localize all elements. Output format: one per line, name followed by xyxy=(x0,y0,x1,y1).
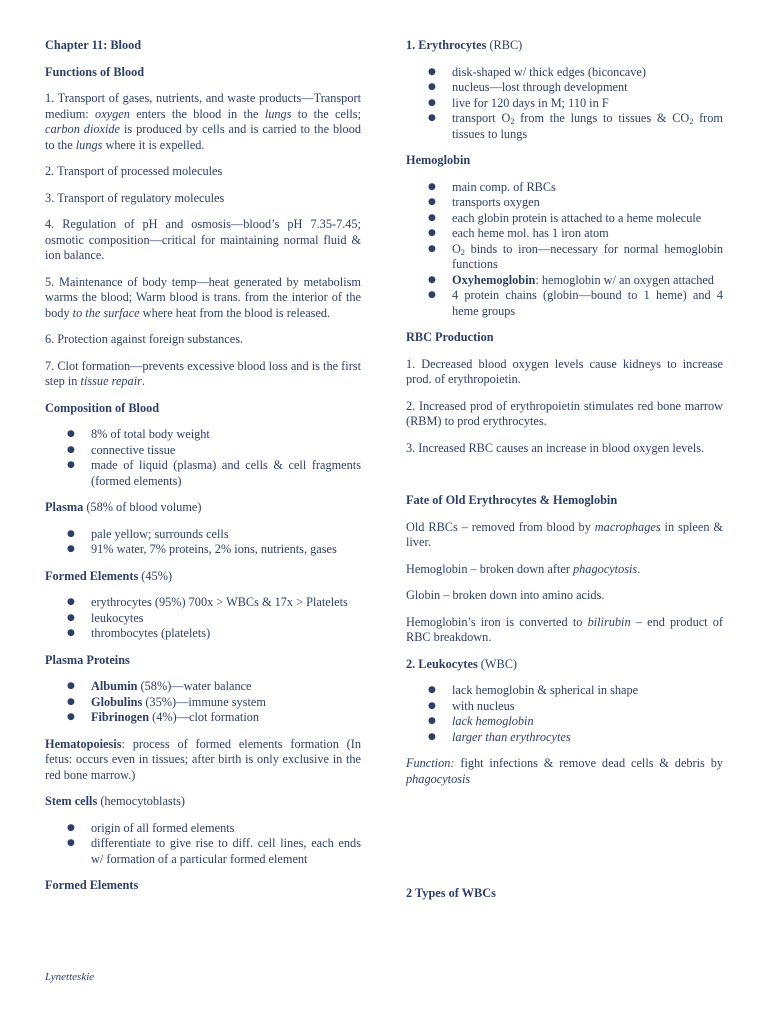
list-item: ● each globin protein is attached to a heme molecule xyxy=(406,211,723,227)
function-paragraph-7: 7. Clot formation—prevents excessive blood loss and is the first step in tissue repair. xyxy=(45,358,361,388)
hematopoiesis-paragraph: Hematopoiesis: process of formed elements formation (In fetus: occurs even in tissues; after birth is only exclusive in the red bone marrow.) xyxy=(45,736,361,782)
plasma-proteins-heading: Plasma Proteins xyxy=(45,652,130,667)
list-item: ● pale yellow; surrounds cells xyxy=(45,527,361,543)
list-item: ● with nucleus xyxy=(406,699,723,715)
list-item: ● erythrocytes (95%) 700x > WBCs & 17x > Platelets xyxy=(45,595,361,611)
list-item: ● connective tissue xyxy=(45,443,361,459)
formed-elements-heading: Formed Elements (45%) xyxy=(45,568,173,583)
list-item: ● live for 120 days in M; 110 in F xyxy=(406,96,723,112)
chapter-title: Chapter 11: Blood xyxy=(45,38,142,52)
list-item: ● each heme mol. has 1 iron atom xyxy=(406,226,723,242)
leukocytes-function: Function: fight infections & remove dead cells & debris by phagocytosis xyxy=(406,756,723,786)
fate-paragraph-3: Globin – broken down into amino acids. xyxy=(406,588,605,602)
spacer xyxy=(406,798,723,886)
plasma-heading: Plasma (58% of blood volume) xyxy=(45,500,202,514)
formed-elements-heading-2: Formed Elements xyxy=(45,878,139,892)
function-paragraph-2: 2. Transport of processed molecules xyxy=(45,164,223,178)
list-item: ● 8% of total body weight xyxy=(45,427,361,443)
fate-paragraph-1: Old RBCs – removed from blood by macrophages in spleen & liver. xyxy=(406,519,723,549)
list-item: ● transports oxygen xyxy=(406,195,723,211)
function-paragraph-1: 1. Transport of gases, nutrients, and waste products—Transport medium: oxygen enters the blood in the lungs to the cells; carbon dioxide is produced by cells and is carried to the blood to the lungs where it is expelled. xyxy=(45,91,362,152)
composition-heading: Composition of Blood xyxy=(45,400,160,415)
list-item: ● leukocytes xyxy=(45,611,361,627)
wbc-types-heading: 2 Types of WBCs xyxy=(406,886,496,900)
list-item: ● main comp. of RBCs xyxy=(406,180,723,196)
list-item: ● differentiate to give rise to diff. cell lines, each ends w/ formation of a particular formed element xyxy=(45,836,361,867)
stem-cells-list xyxy=(45,821,361,868)
rbc-production-heading: RBC Production xyxy=(406,330,494,344)
list-item: ● disk-shaped w/ thick edges (biconcave) xyxy=(406,65,723,81)
fate-heading: Fate of Old Erythrocytes & Hemoglobin xyxy=(406,493,618,507)
list-item: ● origin of all formed elements xyxy=(45,821,361,837)
list-item: ● made of liquid (plasma) and cells & cell fragments (formed elements) xyxy=(45,458,361,489)
function-paragraph-3: 3. Transport of regulatory molecules xyxy=(45,190,225,205)
function-paragraph-5: 5. Maintenance of body temp—heat generated by metabolism warms the blood; Warm blood is trans. from the interior of the body to the surface where heat from the blood is released. xyxy=(45,274,361,320)
left-column xyxy=(45,38,361,894)
list-item: ● $O_2$ binds to iron—necessary for normal hemoglobin functions xyxy=(406,242,723,273)
spacer xyxy=(406,467,723,493)
list-item: ● lack hemoglobin xyxy=(406,714,723,730)
leukocytes-heading: 2. Leukocytes (WBC) xyxy=(406,656,518,671)
composition-list xyxy=(45,427,361,489)
list-item: ● larger than erythrocytes xyxy=(406,730,723,746)
list-item: ● nucleus—lost through development xyxy=(406,80,723,96)
author-signature: Lynetteskie xyxy=(45,971,95,983)
function-paragraph-4: 4. Regulation of pH and osmosis—blood’s pH 7.35-7.45; osmotic composition—critical for maintaining normal fluid & ion balance. xyxy=(45,217,361,262)
list-item: ● Globulins (35%)—immune system xyxy=(45,695,361,711)
hemoglobin-heading: Hemoglobin xyxy=(406,153,471,167)
list-item: ● Oxyhemoglobin: hemoglobin w/ an oxygen attached xyxy=(406,273,723,289)
list-item: ● transport $O_2$ from the lungs to tissues & $CO_2$ from tissues to lungs xyxy=(406,111,723,142)
stem-cells-heading: Stem cells (hemocytoblasts) xyxy=(45,794,186,808)
rbc-production-paragraph-1: 1. Decreased blood oxygen levels cause kidneys to increase prod. of erythropoietin. xyxy=(406,356,723,386)
plasma-list xyxy=(45,527,361,558)
leukocytes-list xyxy=(406,683,723,745)
list-item: ● thrombocytes (platelets) xyxy=(45,626,361,642)
list-item: ● Fibrinogen (4%)—clot formation xyxy=(45,710,361,726)
fate-paragraph-4: Hemoglobin’s iron is converted to bilirubin – end product of RBC breakdown. xyxy=(406,614,723,644)
list-item: ● lack hemoglobin & spherical in shape xyxy=(406,683,723,699)
formed-elements-list xyxy=(45,595,361,642)
function-paragraph-6: 6. Protection against foreign substances. xyxy=(45,332,244,346)
plasma-proteins-list xyxy=(45,679,361,726)
rbc-production-paragraph-2: 2. Increased prod of erythropoietin stimulates red bone marrow (RBM) to prod erythrocytes. xyxy=(406,398,723,428)
list-item: ● 91% water, 7% proteins, 2% ions, nutrients, gases xyxy=(45,542,361,558)
list-item: ● Albumin (58%)—water balance xyxy=(45,679,361,695)
hemoglobin-list xyxy=(406,180,723,320)
rbc-production-paragraph-3: 3. Increased RBC causes an increase in blood oxygen levels. xyxy=(406,440,705,455)
right-column xyxy=(406,38,723,913)
functions-heading: Functions of Blood xyxy=(45,64,145,79)
list-item: ● 4 protein chains (globin—bound to 1 heme) and 4 heme groups xyxy=(406,288,723,319)
erythrocytes-list xyxy=(406,65,723,143)
fate-paragraph-2: Hemoglobin – broken down after phagocytosis. xyxy=(406,561,641,576)
erythrocytes-heading: 1. Erythrocytes (RBC) xyxy=(406,38,523,52)
